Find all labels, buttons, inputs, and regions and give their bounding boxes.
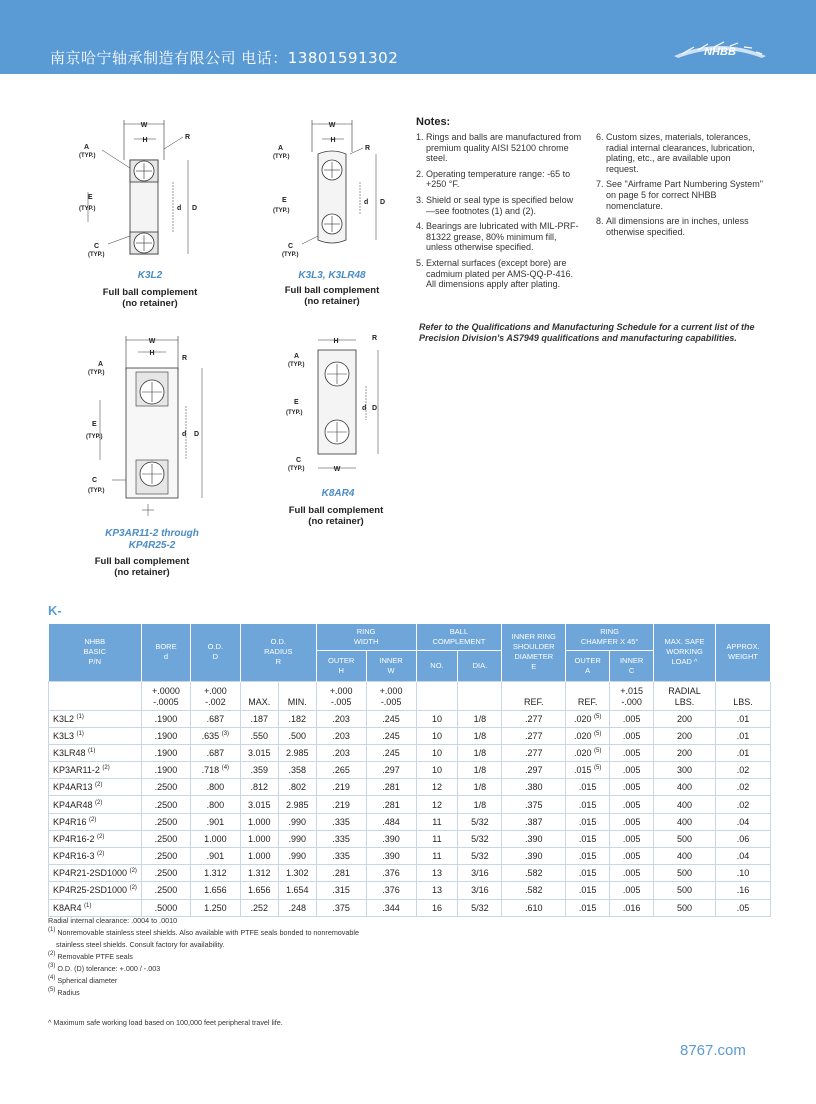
dim-big-d-label: D [192,205,198,212]
cell-c: .005 [610,796,654,813]
cell-h: .375 [316,899,366,916]
cell-od: .718 $^{(4)}$ [190,762,240,779]
cell-pn: KP4R21-2SD1000 $^{(2)}$ [49,865,142,882]
cell-rmax: 1.312 [240,865,278,882]
cell-w: .281 [366,796,416,813]
cell-od: 1.656 [190,882,240,899]
footnote-clearance: Radial internal clearance: .0004 to .0010 [48,916,178,925]
col-header-chamfer-outer: OUTER A [566,650,610,681]
cell-w: .297 [366,762,416,779]
cell-od: .687 [190,710,240,727]
note-item: 1. Rings and balls are manufactured from premium quality AISI 52100 chrome steel. [416,132,582,164]
dim-typ-label: (TYP.) [88,370,105,376]
table-row [49,813,771,830]
cell-a: .015 [566,899,610,916]
cell-od: 1.250 [190,899,240,916]
dim-c-label: C [296,457,302,464]
cell-h: .315 [316,882,366,899]
cell-c: .005 [610,727,654,744]
dim-typ-label: (TYP.) [88,252,105,258]
dim-e-label: E [294,399,299,406]
dim-w-label: W [140,122,148,129]
table-row [49,865,771,882]
cell-e: .582 [502,865,566,882]
col-header-ball-no: NO. [416,650,458,681]
cell-pn: K8AR4 $^{(1)}$ [49,899,142,916]
cell-rmin: .990 [278,848,316,865]
cell-pn: K3LR48 $^{(1)}$ [49,744,142,761]
cell-pn: KP4AR48 $^{(2)}$ [49,796,142,813]
cell-a: .020 $^{(5)}$ [566,744,610,761]
cell-c: .005 [610,710,654,727]
cell-c: .005 [610,882,654,899]
cell-weight: .01 [715,710,770,727]
cell-rmax: .359 [240,762,278,779]
cell-load: 200 [654,727,716,744]
diagram-caption-k3l2: Full ball complement (no retainer) [102,287,198,309]
cell-load: 400 [654,848,716,865]
cell-od: .635 $^{(3)}$ [190,727,240,744]
cell-dia: 5/32 [458,830,502,847]
note-item: 8. All dimensions are in inches, unless otherwise specified. [596,216,749,237]
cell-c: .005 [610,830,654,847]
dim-small-d-label: d [364,199,369,206]
spec-table [48,624,771,917]
col-header-inner: INNER W [366,650,416,681]
cell-w: .376 [366,865,416,882]
cell-dia: 1/8 [458,779,502,796]
cell-od: 1.312 [190,865,240,882]
note-item: 3. Shield or seal type is specified below—see footnotes (1) and (2). [416,194,574,216]
footnote-line: $^{(3)}$ O.D. (D) tolerance: +.000 / -.003 [48,963,161,973]
cell-dia: 1/8 [458,744,502,761]
cell-rmin: .990 [278,813,316,830]
footnote-line: $^{(1)}$ Nonremovable stainless steel shields. Also available with PTFE seals bonded to nonremovable [48,927,359,937]
cell-h: .265 [316,762,366,779]
cell-rmax: 3.015 [240,744,278,761]
cell-h: .219 [316,779,366,796]
table-row [49,744,771,761]
cell-rmax: 1.000 [240,830,278,847]
dim-typ-label: (TYP.) [288,362,305,368]
cell-no: 11 [416,848,458,865]
table-row [49,710,771,727]
cell-w: .245 [366,710,416,727]
dim-a-label: A [278,145,284,152]
diagram-caption-k8ar4: Full ball complement (no retainer) [288,505,384,527]
col-header-od-radius: O.D. RADIUS R [240,624,316,681]
cell-w: .390 [366,848,416,865]
cell-e: .277 [502,710,566,727]
dim-r-label: R [185,134,191,141]
cell-dia: 3/16 [458,865,502,882]
dim-w-label: W [328,122,336,129]
note-item: 5. External surfaces (except bore) are cadmium plated per AMS-QQ-P-416. All dimensions apply after plating. [416,257,574,290]
cell-load: 500 [654,830,716,847]
dim-typ-label: (TYP.) [286,410,303,416]
dim-typ-label: (TYP.) [282,252,299,258]
bearing-diagram-kp3ar11 [82,330,222,520]
cell-c: .005 [610,865,654,882]
cell-a: .015 [566,796,610,813]
cell-dia: 5/32 [458,813,502,830]
cell-no: 11 [416,813,458,830]
cell-w: .376 [366,882,416,899]
cell-e: .390 [502,848,566,865]
cell-e: .297 [502,762,566,779]
company-title: 南京哈宁轴承制造有限公司 电话：13801591302 [50,49,399,67]
dim-big-d-label: D [380,199,386,206]
cell-bore: .1900 [141,710,190,727]
cell-rmin: 2.985 [278,744,316,761]
cell-pn: KP4R16 $^{(2)}$ [49,813,142,830]
cell-c: .005 [610,744,654,761]
cell-rmin: 1.302 [278,865,316,882]
cell-bore: .1900 [141,727,190,744]
cell-weight: .02 [715,779,770,796]
diagram-label-k3l3: K3L3, K3LR48 [298,270,366,281]
cell-weight: .06 [715,830,770,847]
cell-no: 12 [416,779,458,796]
cell-rmax: 1.656 [240,882,278,899]
dim-small-d-label: d [362,405,367,412]
page-footer-url: 8767.com [680,1042,746,1059]
notes-left-column [416,132,582,295]
table-row [49,899,771,916]
cell-no: 10 [416,744,458,761]
cell-a: .015 [566,882,610,899]
cell-w: .281 [366,779,416,796]
note-item: 7. See "Airframe Part Numbering System" on page 5 for correct NHBB nomenclature. [596,179,763,211]
dim-h-label: H [149,350,155,357]
cell-dia: 1/8 [458,710,502,727]
cell-e: .380 [502,779,566,796]
cell-no: 13 [416,865,458,882]
table-row [49,727,771,744]
footnote-line: $^{(5)}$ Radius [48,987,80,997]
cell-dia: 1/8 [458,762,502,779]
table-row [49,796,771,813]
dim-typ-label: (TYP.) [273,154,290,160]
cell-rmin: .990 [278,830,316,847]
cell-pn: K3L2 $^{(1)}$ [49,710,142,727]
dim-w-label: W [333,466,341,473]
cell-no: 13 [416,882,458,899]
cell-pn: KP4R16-3 $^{(2)}$ [49,848,142,865]
cell-e: .277 [502,727,566,744]
cell-load: 300 [654,762,716,779]
dim-typ-label: (TYP.) [79,206,96,212]
cell-bore: .1900 [141,762,190,779]
section-title: K- [48,603,62,618]
footnote-line: $^{(4)}$ Spherical diameter [48,975,118,985]
cell-h: .281 [316,865,366,882]
dim-big-d-label: D [194,431,200,438]
cell-rmin: .248 [278,899,316,916]
cell-rmin: .500 [278,727,316,744]
cell-bore: .2500 [141,779,190,796]
cell-weight: .02 [715,796,770,813]
cell-bore: .2500 [141,813,190,830]
cell-no: 11 [416,830,458,847]
cell-od: .687 [190,744,240,761]
col-header-outer: OUTER H [316,650,366,681]
cell-bore: .2500 [141,865,190,882]
cell-rmax: .187 [240,710,278,727]
col-header-shoulder: INNER RING SHOULDER DIAMETER E [502,624,566,681]
table-row [49,762,771,779]
cell-pn: KP4AR13 $^{(2)}$ [49,779,142,796]
diagram-caption-kp3ar11: Full ball complement (no retainer) [94,556,190,578]
col-header-bore: BORE d [141,624,190,681]
diagram-label-k3l2: K3L2 [137,270,163,281]
dim-h-label: H [333,338,339,345]
footnotes [48,915,359,999]
dim-e-label: E [282,197,287,204]
dim-a-label: A [98,361,104,368]
cell-rmax: 3.015 [240,796,278,813]
cell-weight: .16 [715,882,770,899]
cell-w: .484 [366,813,416,830]
cell-e: .610 [502,899,566,916]
bearing-diagram-k8ar4 [280,330,400,482]
page-header [0,0,816,74]
table-row [49,848,771,865]
col-header-od: O.D. D [190,624,240,681]
cell-weight: .05 [715,899,770,916]
cell-od: 1.000 [190,830,240,847]
cell-no: 12 [416,796,458,813]
cell-weight: .01 [715,727,770,744]
col-header-ball-complement: BALL COMPLEMENT [416,624,502,650]
col-header-load: MAX. SAFE WORKING LOAD ^ [654,624,716,681]
dim-a-label: A [294,353,300,360]
dim-small-d-label: d [182,431,187,438]
cell-e: .390 [502,830,566,847]
dim-typ-label: (TYP.) [288,466,305,472]
cell-bore: .1900 [141,744,190,761]
col-header-chamfer: RING CHAMFER X 45° [566,624,654,650]
cell-od: .800 [190,779,240,796]
cell-rmax: .252 [240,899,278,916]
cell-e: .277 [502,744,566,761]
cell-rmin: .802 [278,779,316,796]
cell-c: .005 [610,848,654,865]
cell-e: .582 [502,882,566,899]
cell-rmin: .182 [278,710,316,727]
cell-bore: .2500 [141,830,190,847]
cell-bore: .2500 [141,796,190,813]
cell-rmin: .358 [278,762,316,779]
dim-e-label: E [92,421,97,428]
cell-w: .245 [366,744,416,761]
cell-load: 500 [654,865,716,882]
dim-c-label: C [94,243,100,250]
note-item: 6. Custom sizes, materials, tolerances, radial internal clearances, lubrication, plating, etc., are available upon request. [596,132,755,174]
cell-od: .800 [190,796,240,813]
cell-dia: 3/16 [458,882,502,899]
cell-c: .005 [610,813,654,830]
cell-load: 500 [654,882,716,899]
table-row [49,779,771,796]
diagram-caption-k3l3: Full ball complement (no retainer) [284,285,380,307]
cell-a: .020 $^{(5)}$ [566,710,610,727]
dim-r-label: R [365,145,371,152]
cell-h: .203 [316,727,366,744]
table-row [49,882,771,899]
cell-weight: .04 [715,813,770,830]
cell-a: .015 [566,865,610,882]
notes-title: Notes: [416,116,451,128]
col-header-pn: NHBB BASIC P/N [49,624,142,681]
cell-load: 200 [654,744,716,761]
col-header-weight: APPROX. WEIGHT [715,624,770,681]
note-item: 4. Bearings are lubricated with MIL-PRF-81322 grease, 80% minimum fill, unless otherwise specified. [416,221,579,253]
cell-load: 200 [654,710,716,727]
cell-pn: KP4R16-2 $^{(2)}$ [49,830,142,847]
dim-typ-label: (TYP.) [273,208,290,214]
dim-typ-label: (TYP.) [88,488,105,494]
dim-h-label: H [330,137,336,144]
dim-r-label: R [372,335,378,342]
cell-a: .015 $^{(5)}$ [566,762,610,779]
cell-pn: KP4R25-2SD1000 $^{(2)}$ [49,882,142,899]
cell-a: .015 [566,848,610,865]
cell-w: .390 [366,830,416,847]
dim-e-label: E [88,194,93,201]
cell-w: .344 [366,899,416,916]
cell-load: 400 [654,779,716,796]
dim-h-label: H [142,137,148,144]
col-header-chamfer-inner: INNER C [610,650,654,681]
cell-load: 400 [654,796,716,813]
cell-e: .375 [502,796,566,813]
cell-od: .901 [190,813,240,830]
cell-no: 10 [416,762,458,779]
cell-h: .203 [316,744,366,761]
cell-dia: 5/32 [458,899,502,916]
cell-dia: 1/8 [458,727,502,744]
cell-weight: .02 [715,762,770,779]
dim-big-d-label: D [372,405,378,412]
diagram-label-k8ar4: K8AR4 [321,488,355,499]
cell-rmax: .550 [240,727,278,744]
cell-no: 16 [416,899,458,916]
bearing-diagram-k3l3 [272,112,412,264]
cell-no: 10 [416,710,458,727]
cell-pn: K3L3 $^{(1)}$ [49,727,142,744]
cell-weight: .01 [715,744,770,761]
cell-bore: .5000 [141,899,190,916]
cell-od: .901 [190,848,240,865]
col-header-ring-width: RING WIDTH [316,624,416,650]
nhbb-logo [672,38,768,60]
cell-no: 10 [416,727,458,744]
col-header-ball-dia: DIA. [458,650,502,681]
bearing-diagram-k3l2 [78,112,218,264]
dim-c-label: C [288,243,294,250]
cell-w: .245 [366,727,416,744]
cell-a: .015 [566,813,610,830]
notes-right-column [596,132,764,242]
svg-text:NHBB: NHBB [704,46,736,58]
cell-c: .005 [610,762,654,779]
units-row: +.0000 -.0005 +.000 -.002 MAX. MIN. +.000 -.005 +.000 -.005 REF. REF. +.015 -.000 RADIAL LBS. LBS. [49,681,771,710]
cell-dia: 1/8 [458,796,502,813]
table-row [49,830,771,847]
cell-a: .015 [566,830,610,847]
dim-typ-label: (TYP.) [86,434,103,440]
cell-h: .203 [316,710,366,727]
footnote-max-load: ^ Maximum safe working load based on 100,000 feet peripheral travel life. [48,1018,283,1027]
dim-w-label: W [148,338,156,345]
dim-r-label: R [182,355,188,362]
cell-rmax: 1.000 [240,848,278,865]
cell-load: 400 [654,813,716,830]
footnote-line: stainless steel shields. Consult factory for availability. [56,940,225,949]
cell-weight: .10 [715,865,770,882]
cell-h: .335 [316,848,366,865]
cell-weight: .04 [715,848,770,865]
cell-bore: .2500 [141,882,190,899]
cell-bore: .2500 [141,848,190,865]
cell-c: .005 [610,779,654,796]
cell-e: .387 [502,813,566,830]
footnote-line: $^{(2)}$ Removable PTFE seals [48,951,133,961]
cell-pn: KP3AR11-2 $^{(2)}$ [49,762,142,779]
qualifications-reference: Refer to the Qualifications and Manufacturing Schedule for a current list of the Precision Division's AS7949 qualifications and manufacturing capabilities. [419,322,755,343]
diagram-label-kp3ar11: KP3AR11-2 through KP4R25-2 [105,528,199,551]
cell-h: .219 [316,796,366,813]
cell-h: .335 [316,830,366,847]
cell-rmax: .812 [240,779,278,796]
cell-a: .015 [566,779,610,796]
cell-a: .020 $^{(5)}$ [566,727,610,744]
dim-a-label: A [84,144,90,151]
cell-rmin: 2.985 [278,796,316,813]
cell-rmax: 1.000 [240,813,278,830]
cell-dia: 5/32 [458,848,502,865]
dim-small-d-label: d [177,205,182,212]
dim-c-label: C [92,477,98,484]
cell-h: .335 [316,813,366,830]
note-item: 2. Operating temperature range: -65 to +250 °F. [416,168,571,190]
cell-rmin: 1.654 [278,882,316,899]
dim-typ-label: (TYP.) [79,153,96,159]
cell-load: 500 [654,899,716,916]
cell-c: .016 [610,899,654,916]
